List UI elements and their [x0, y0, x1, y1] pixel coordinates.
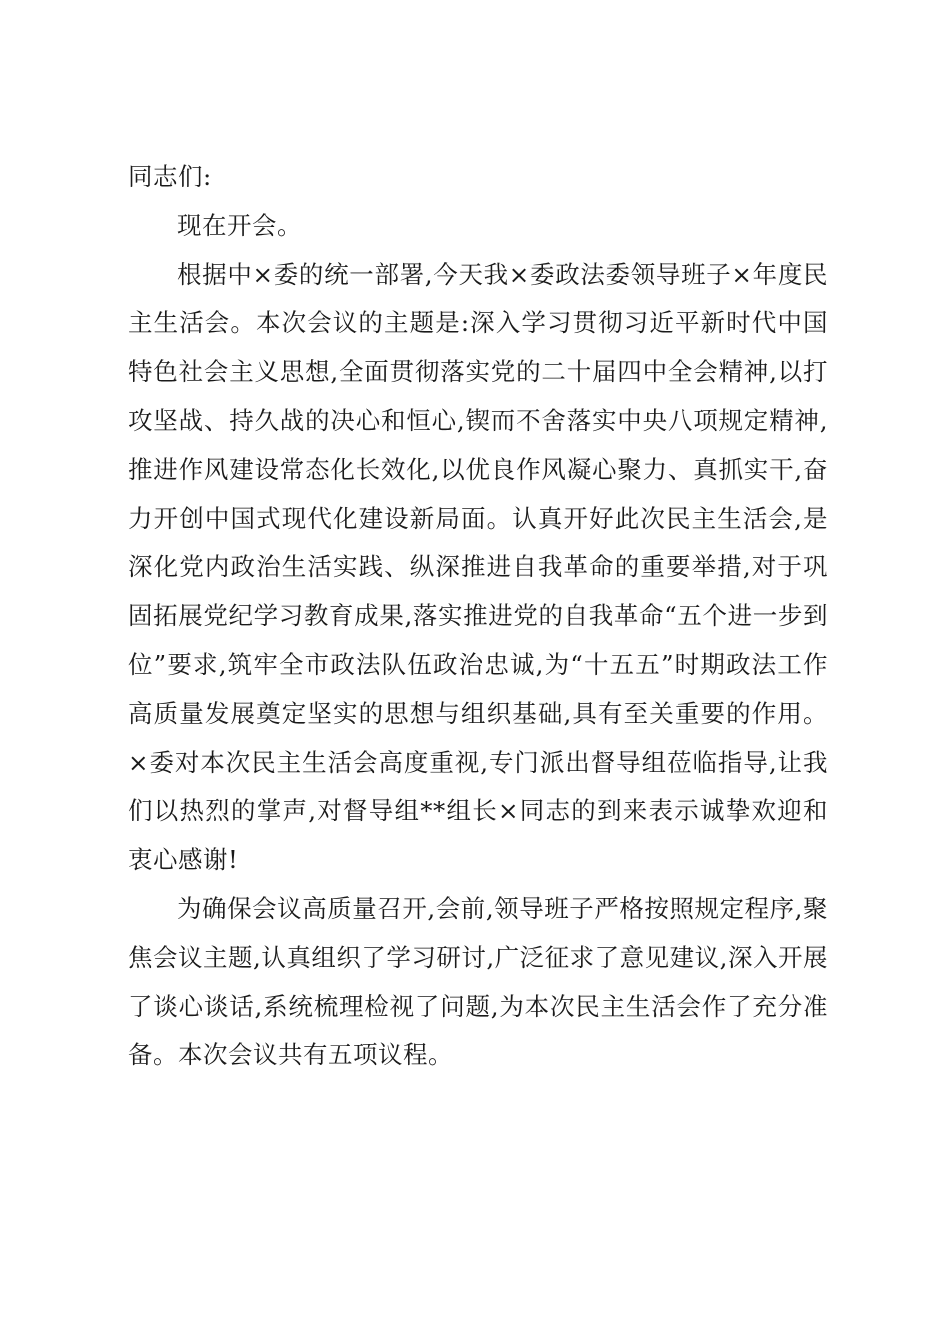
paragraph-preparation: 为确保会议高质量召开,会前,领导班子严格按照规定程序,聚焦会议主题,认真组织了学习研讨,广泛征求了意见建议,深入开展了谈心谈话,系统梳理检视了问题,为本次民主生活会作了充分准备。本次会议共有五项议程。 [128, 893, 828, 1070]
paragraph-theme: 根据中×委的统一部署,今天我×委政法委领导班子×年度民主生活会。本次会议的主题是:深入学习贯彻习近平新时代中国特色社会主义思想,全面贯彻落实党的二十届四中全会精神,以打攻坚战、持久战的决心和恒心,锲而不舍落实中央八项规定精神,推进作风建设常态化长效化,以优良作风凝心聚力、真抓实干,奋力开创中国式现代化建设新局面。认真开好此次民主生活会,是深化党内政治生活实践、纵深推进自我革命的重要举措,对于巩固拓展党纪学习教育成果,落实推进党的自我革命“五个进一步到位”要求,筑牢全市政法队伍政治忠诚,为“十五五”时期政法工作高质量发展奠定坚实的思想与组织基础,具有至关重要的作用。×委对本次民主生活会高度重视,专门派出督导组莅临指导,让我们以热烈的掌声,对督导组**组长×同志的到来表示诚挚欢迎和衷心感谢! [128, 259, 828, 875]
paragraph-opening: 现在开会。 [177, 210, 302, 240]
salutation: 同志们: [128, 162, 212, 191]
document-body [128, 153, 828, 1080]
